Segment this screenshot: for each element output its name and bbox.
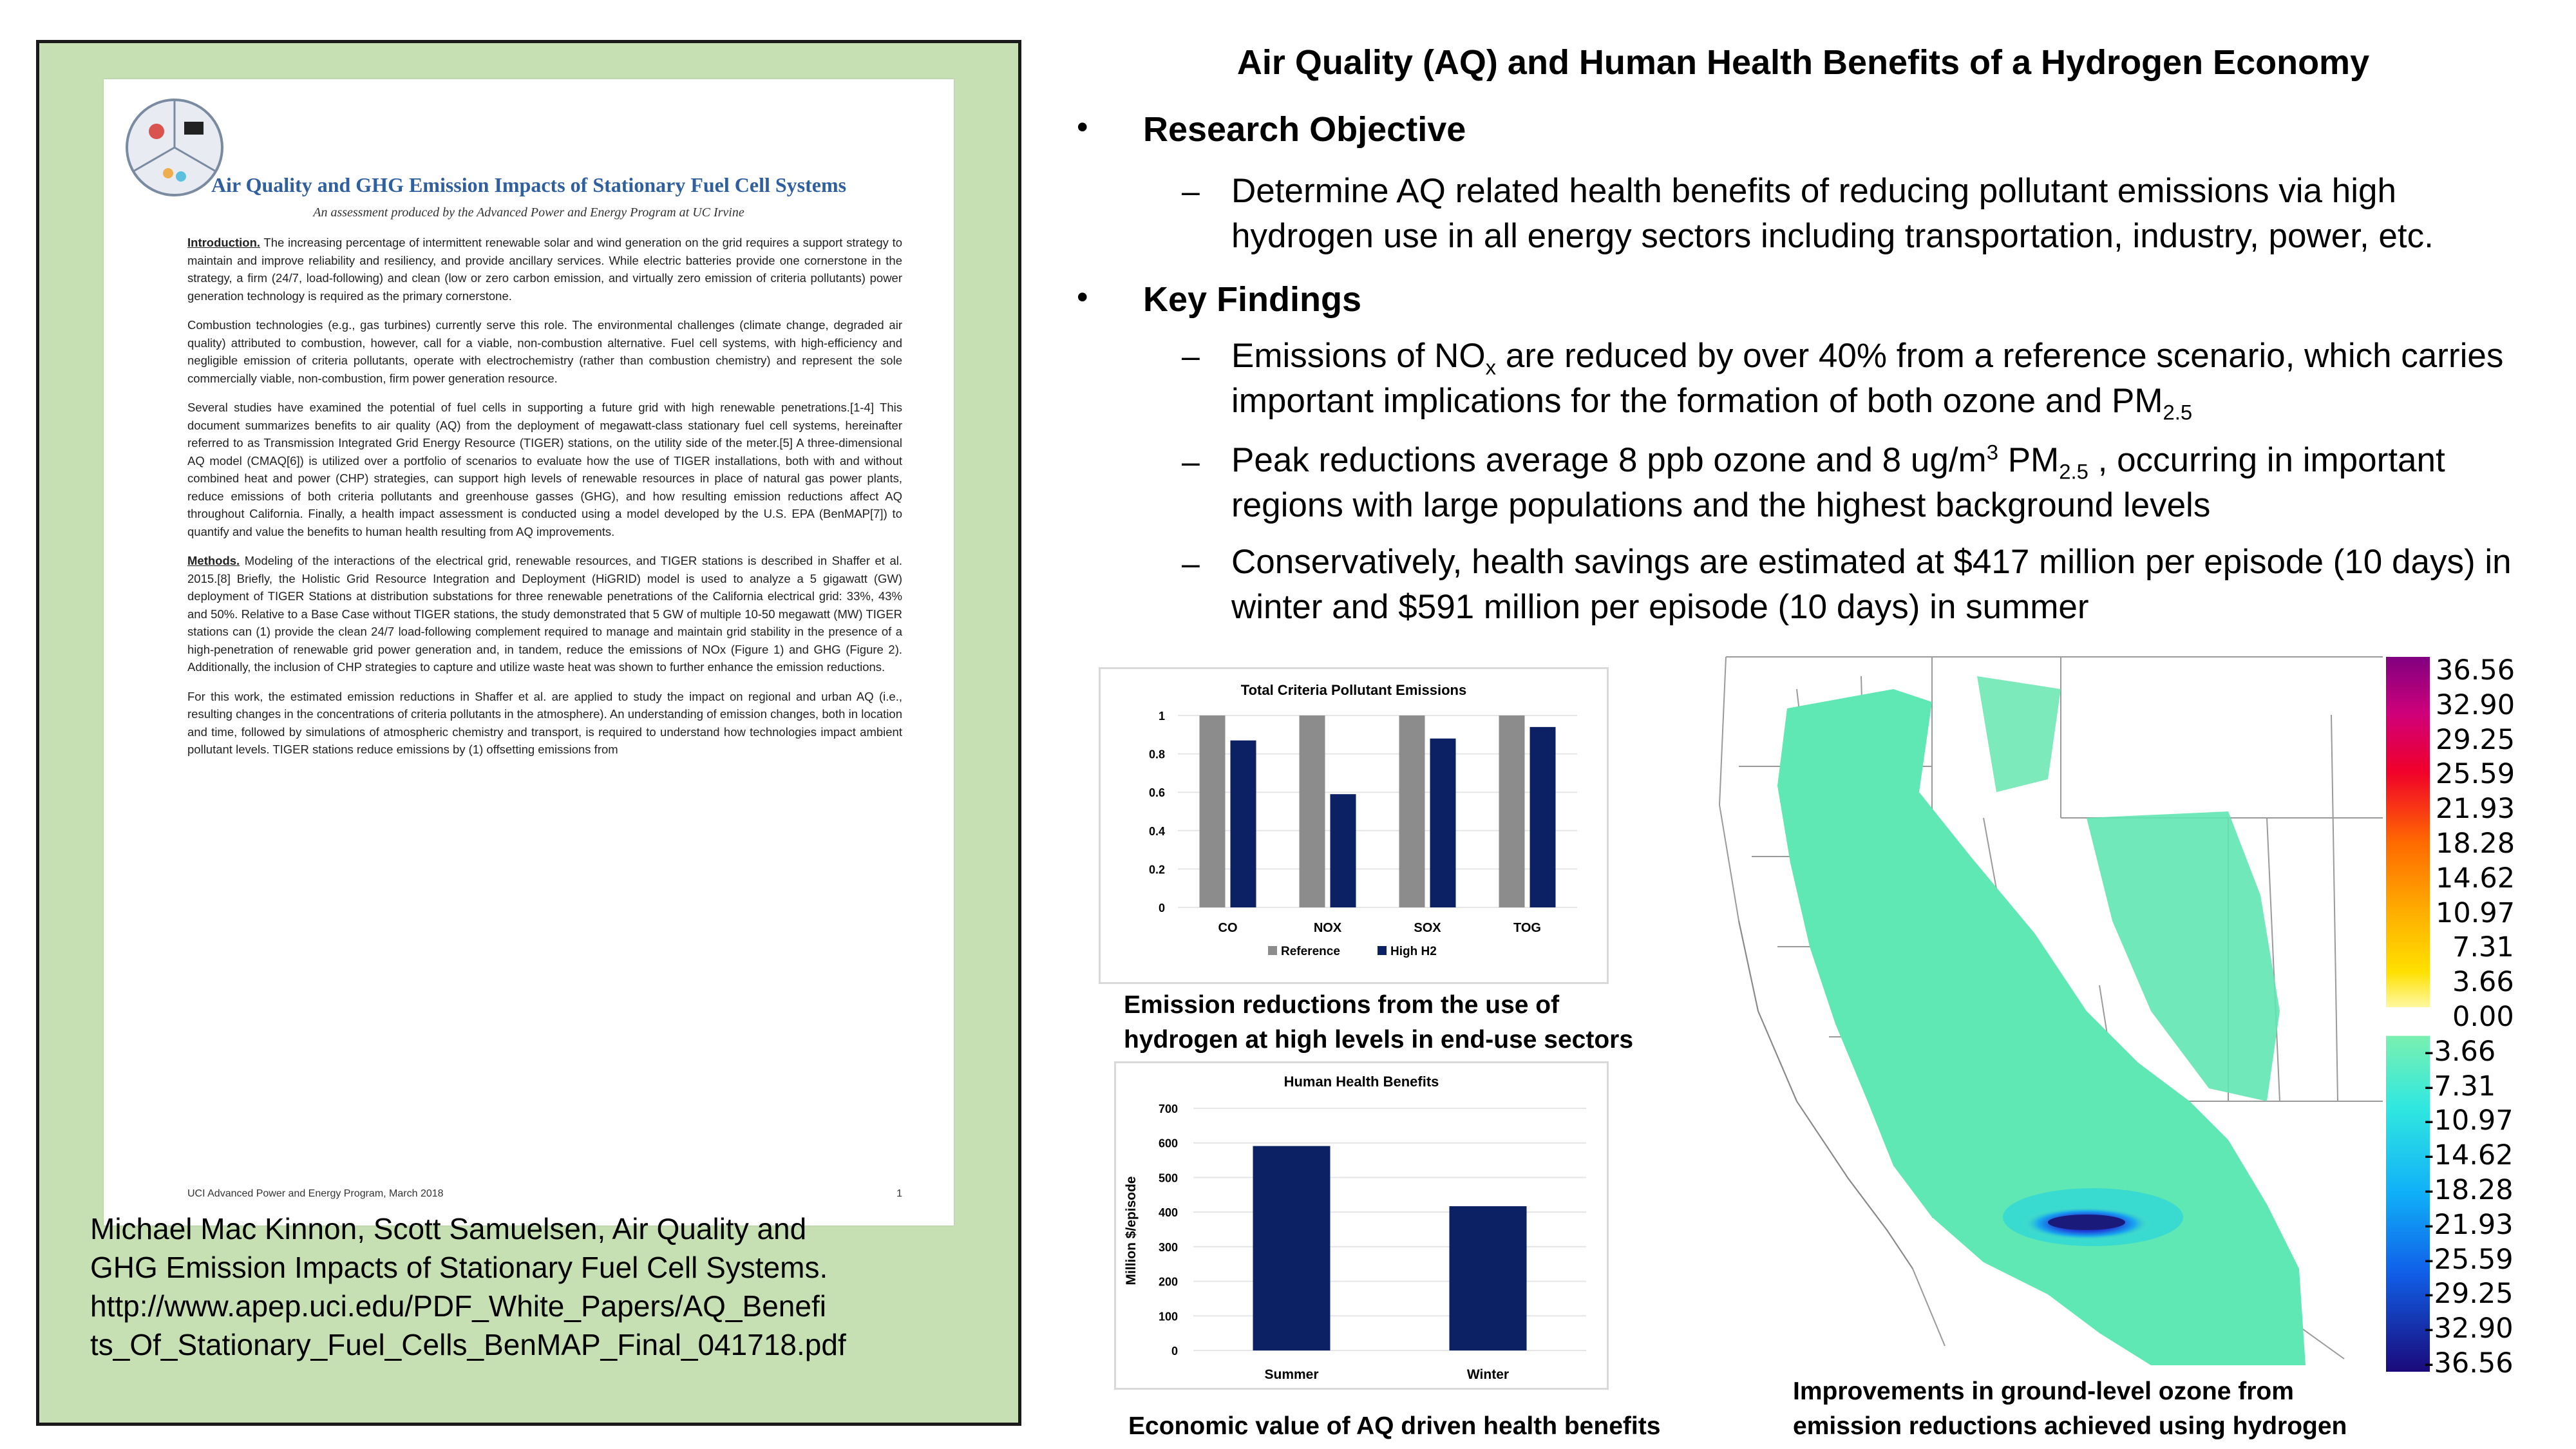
paper-title: Air Quality and GHG Emission Impacts of Stationary Fuel Cell Systems <box>211 173 847 196</box>
finding-1 <box>1231 334 2503 424</box>
bar-high-h2-sox <box>1430 739 1456 907</box>
y-tick-label: 300 <box>1158 1240 1178 1254</box>
colorbar-tick-label: -21.93 <box>2424 1208 2514 1241</box>
colorbar <box>2386 657 2430 1372</box>
paper-thumbnail <box>104 79 954 1226</box>
y-tick-label: 0.6 <box>1148 786 1165 800</box>
colorbar-tick-label: 21.93 <box>2436 793 2515 826</box>
colorbar-tick-label: -7.31 <box>2424 1070 2496 1103</box>
citation-url-line[interactable]: http://www.apep.uci.edu/PDF_White_Papers/AQ_Benefi <box>90 1289 826 1323</box>
intro-lead: Introduction. <box>187 236 261 249</box>
y-tick-label: 0.2 <box>1148 863 1165 876</box>
slide-title: Air Quality (AQ) and Human Health Benefits of a Hydrogen Economy <box>1236 43 2370 82</box>
colorbar-tick-label: -14.62 <box>2424 1139 2514 1172</box>
emissions-bar-chart <box>1101 669 1607 982</box>
superscript: 3 <box>1986 440 1998 464</box>
colorbar-tick-label: 25.59 <box>2436 758 2515 791</box>
colorbar-tick-label: 32.90 <box>2436 688 2515 721</box>
bar-winter <box>1450 1206 1527 1350</box>
bar-high-h2-nox <box>1331 794 1356 907</box>
chart-1-caption <box>1124 988 1703 1057</box>
colorbar-tick-label: 0.00 <box>2452 1001 2514 1033</box>
objective-line: hydrogen use in all energy sectors including transportation, industry, power, etc. <box>1231 217 2434 255</box>
paper-page-number: 1 <box>896 1188 902 1199</box>
subscript: 2.5 <box>2059 459 2088 484</box>
paper-footer-text: UCI Advanced Power and Energy Program, March 2018 <box>187 1188 444 1199</box>
citation-line: GHG Emission Impacts of Stationary Fuel Cell Systems. <box>90 1251 828 1284</box>
y-tick-label: 700 <box>1158 1103 1178 1115</box>
colorbar-tick-label: -10.97 <box>2424 1104 2514 1137</box>
colorbar-tick-label: 7.31 <box>2452 931 2514 964</box>
y-tick-label: 0.4 <box>1148 824 1165 838</box>
finding-text: Emissions of NO <box>1231 337 1486 375</box>
map-caption <box>1793 1374 2437 1444</box>
colorbar-tick-label: -18.28 <box>2424 1174 2514 1206</box>
legend-swatch <box>1378 946 1387 955</box>
objective-heading: Research Objective <box>1143 110 1466 149</box>
y-tick-label: 1 <box>1158 710 1165 723</box>
y-tick-label: 0.8 <box>1148 748 1165 761</box>
bar-reference-nox <box>1300 715 1325 907</box>
methods-lead: Methods. <box>187 554 240 567</box>
finding-2-line-1 <box>1231 438 2445 483</box>
subscript: 2.5 <box>2163 400 2193 424</box>
y-axis-label: Million $/episode <box>1124 1176 1139 1285</box>
chart-2-caption: Economic value of AQ driven health benefits <box>1128 1412 1661 1440</box>
finding-2 <box>1231 438 2445 528</box>
x-tick-label: Summer <box>1264 1367 1319 1382</box>
caption-line: emission reductions achieved using hydrogen <box>1793 1412 2347 1440</box>
chart-title: Human Health Benefits <box>1283 1074 1439 1090</box>
x-tick-label: NOX <box>1313 921 1342 935</box>
y-tick-label: 100 <box>1158 1310 1178 1323</box>
citation-line: Michael Mac Kinnon, Scott Samuelsen, Air Quality and <box>90 1212 807 1245</box>
finding-3-line-1: Conservatively, health savings are estimated at $417 million per episode (10 days) in <box>1231 543 2512 581</box>
colorbar-tick-label: -3.66 <box>2424 1035 2496 1068</box>
finding-text: PM <box>1998 441 2060 479</box>
colorbar-tick-label: 14.62 <box>2436 862 2515 895</box>
bar-reference-co <box>1200 715 1226 907</box>
finding-text: important implications for the formation of both ozone and PM <box>1231 382 2163 420</box>
paper-body <box>187 234 902 770</box>
colorbar-tick-label: 10.97 <box>2436 896 2515 929</box>
colorbar-tick-label: 36.56 <box>2436 654 2515 687</box>
bullet-icon: • <box>1077 109 1088 145</box>
caption-line: Emission reductions from the use of <box>1124 991 1560 1019</box>
legend-label: Reference <box>1281 945 1340 958</box>
finding-3 <box>1231 540 2512 630</box>
colorbar-tick-label: 18.28 <box>2436 828 2515 860</box>
colorbar-tick-label: -36.56 <box>2424 1347 2514 1379</box>
citation-url-line[interactable]: ts_Of_Stationary_Fuel_Cells_BenMAP_Final_041718.pdf <box>90 1328 846 1361</box>
health-benefits-bar-chart <box>1116 1063 1607 1388</box>
bar-high-h2-co <box>1231 741 1256 907</box>
dash-icon: – <box>1182 338 1200 374</box>
y-tick-label: 400 <box>1158 1206 1178 1220</box>
intro-paragraph <box>187 234 902 305</box>
x-tick-label: TOG <box>1513 921 1541 935</box>
paragraph-5: For this work, the estimated emission reductions in Shaffer et al. are applied to study the impact on regional and urban AQ (i.e., resulting changes in the concentrations of criteria pollutants in the atmosphere). An understanding of emission changes, both in location and time, followed by simulations of atmospheric chemistry and transport, is required to understand how technologies impact ambient pollutant levels. TIGER stations reduce emissions by (1) offsetting emissions from <box>187 689 902 756</box>
finding-1-line-1 <box>1231 334 2503 379</box>
intro-text: The increasing percentage of intermittent renewable solar and wind generation on the grid requires a support strategy to maintain and improve reliability and resiliency, and provide ancillary services. While electric batteries provide one cornerstone in the strategy, a firm (24/7, load-following) and clean (low or zero carbon emission, and virtually zero emission of criteria pollutants) power generation technology is required as the primary cornerstone. <box>187 236 903 303</box>
finding-text: are reduced by over 40% from a reference scenario, which carries <box>1496 337 2504 375</box>
caption-line: Improvements in ground-level ozone from <box>1793 1378 2294 1405</box>
methods-text: Modeling of the interactions of the electrical grid, renewable resources, and TIGER stations is described in Shaffer et al. 2015.[8] Briefly, the Holistic Grid Resource Integration and Deployment (HiGRID) model is used to analyze a 5 gigawatt (GW) deployment of TIGER Stations at distribution substations for three renewable penetrations of the California electrical grid: 33%, 43% and 50%. Relative to a Base Case without TIGER stations, the study demonstrated that 5 GW of multiple 10-50 megawatt (MW) TIGER stations can (1) provide the clean 24/7 load-following complement required to manage and maintain grid stability in the presence of a high-penetration of renewable grid power generation and, in tandem, reduce the emissions of NOx (Figure 1) and GHG (Figure 2). Additionally, the inclusion of CHP strategies to capture and utilize waste heat was shown to further enhance the emission reductions. <box>187 554 902 674</box>
objective-line: Determine AQ related health benefits of reducing pollutant emissions via high <box>1231 172 2396 210</box>
bar-high-h2-tog <box>1530 727 1556 907</box>
paragraph-3: Several studies have examined the potential of fuel cells in supporting a future grid with high renewable penetrations.[1-4] This document summarizes benefits to air quality (AQ) from the deployment of megawatt-class stationary fuel cell systems, hereinafter referred to as Transmission Integrated Grid Energy Resource (TIGER) stations, on the utility side of the meter.[5] A three-dimensional AQ model (CMAQ[6]) is utilized over a portfolio of scenarios to evaluate how the use of TIGER installations, both with and without combined heat and power (CHP) strategies, can support high levels of renewable resources in place of natural gas power plants, reduce emissions of both criteria pollutants and greenhouse gasses (GHG), and how resulting emission reductions affect AQ throughout California. Finally, a health impact assessment is conducted using a model developed by the U.S. EPA (BenMAP[7]) to quantify and value the benefits to human health resulting from AQ improvements. <box>187 401 902 538</box>
finding-1-line-2 <box>1231 379 2503 424</box>
colorbar-tick-label: -25.59 <box>2424 1243 2514 1276</box>
citation <box>90 1209 960 1364</box>
methods-paragraph <box>187 552 902 676</box>
health-chart-box <box>1114 1061 1609 1390</box>
legend-swatch <box>1268 946 1277 955</box>
dash-icon: – <box>1182 545 1200 582</box>
colorbar-tick-label: 3.66 <box>2452 966 2514 999</box>
colorbar-tick-label: -29.25 <box>2424 1278 2514 1311</box>
finding-text: Peak reductions average 8 ppb ozone and 8 ug/m <box>1231 441 1987 479</box>
caption-line: hydrogen at high levels in end-use sectors <box>1124 1026 1634 1054</box>
ozone-change-field <box>1777 676 2306 1365</box>
bar-reference-tog <box>1499 715 1525 907</box>
ozone-change-map <box>1700 650 2396 1378</box>
x-tick-label: Winter <box>1466 1367 1510 1382</box>
finding-3-line-2: winter and $591 million per episode (10 days) in summer <box>1231 588 2089 626</box>
finding-text: , occurring in important <box>2088 441 2445 479</box>
findings-heading: Key Findings <box>1143 280 1362 319</box>
y-tick-label: 200 <box>1158 1275 1178 1289</box>
dash-icon: – <box>1182 173 1200 209</box>
finding-2-line-2: regions with large populations and the highest background levels <box>1231 486 2211 524</box>
dash-icon: – <box>1182 444 1200 480</box>
bar-summer <box>1253 1146 1331 1350</box>
legend-label: High H2 <box>1390 945 1437 958</box>
paragraph-2: Combustion technologies (e.g., gas turbines) currently serve this role. The environmental challenges (climate change, degraded air quality) attributed to combustion, however, call for a viable, non-combustion alternative. Fuel cell systems, with high-efficiency and negligible emission of criteria pollutants, operate with electrochemistry (rather than combustion chemistry) and represent the sole commercially viable, non-combustion, firm power generation resource. <box>187 318 902 385</box>
bar-reference-sox <box>1399 715 1425 907</box>
paper-subtitle: An assessment produced by the Advanced Power and Energy Program at UC Irvine <box>313 205 744 220</box>
y-tick-label: 600 <box>1158 1137 1178 1150</box>
x-tick-label: CO <box>1218 921 1238 935</box>
subscript: x <box>1485 355 1497 379</box>
paper-footer <box>187 1188 902 1200</box>
chart-title: Total Criteria Pollutant Emissions <box>1240 682 1467 698</box>
y-tick-label: 0 <box>1158 902 1165 914</box>
y-tick-label: 0 <box>1171 1345 1178 1358</box>
bullet-icon: • <box>1077 279 1088 315</box>
colorbar-tick-label: -32.90 <box>2424 1312 2514 1345</box>
y-tick-label: 500 <box>1158 1171 1178 1185</box>
colorbar-tick-label: 29.25 <box>2436 723 2515 756</box>
x-tick-label: SOX <box>1414 921 1441 935</box>
emissions-chart-box <box>1099 667 1609 984</box>
objective-text <box>1231 169 2434 259</box>
